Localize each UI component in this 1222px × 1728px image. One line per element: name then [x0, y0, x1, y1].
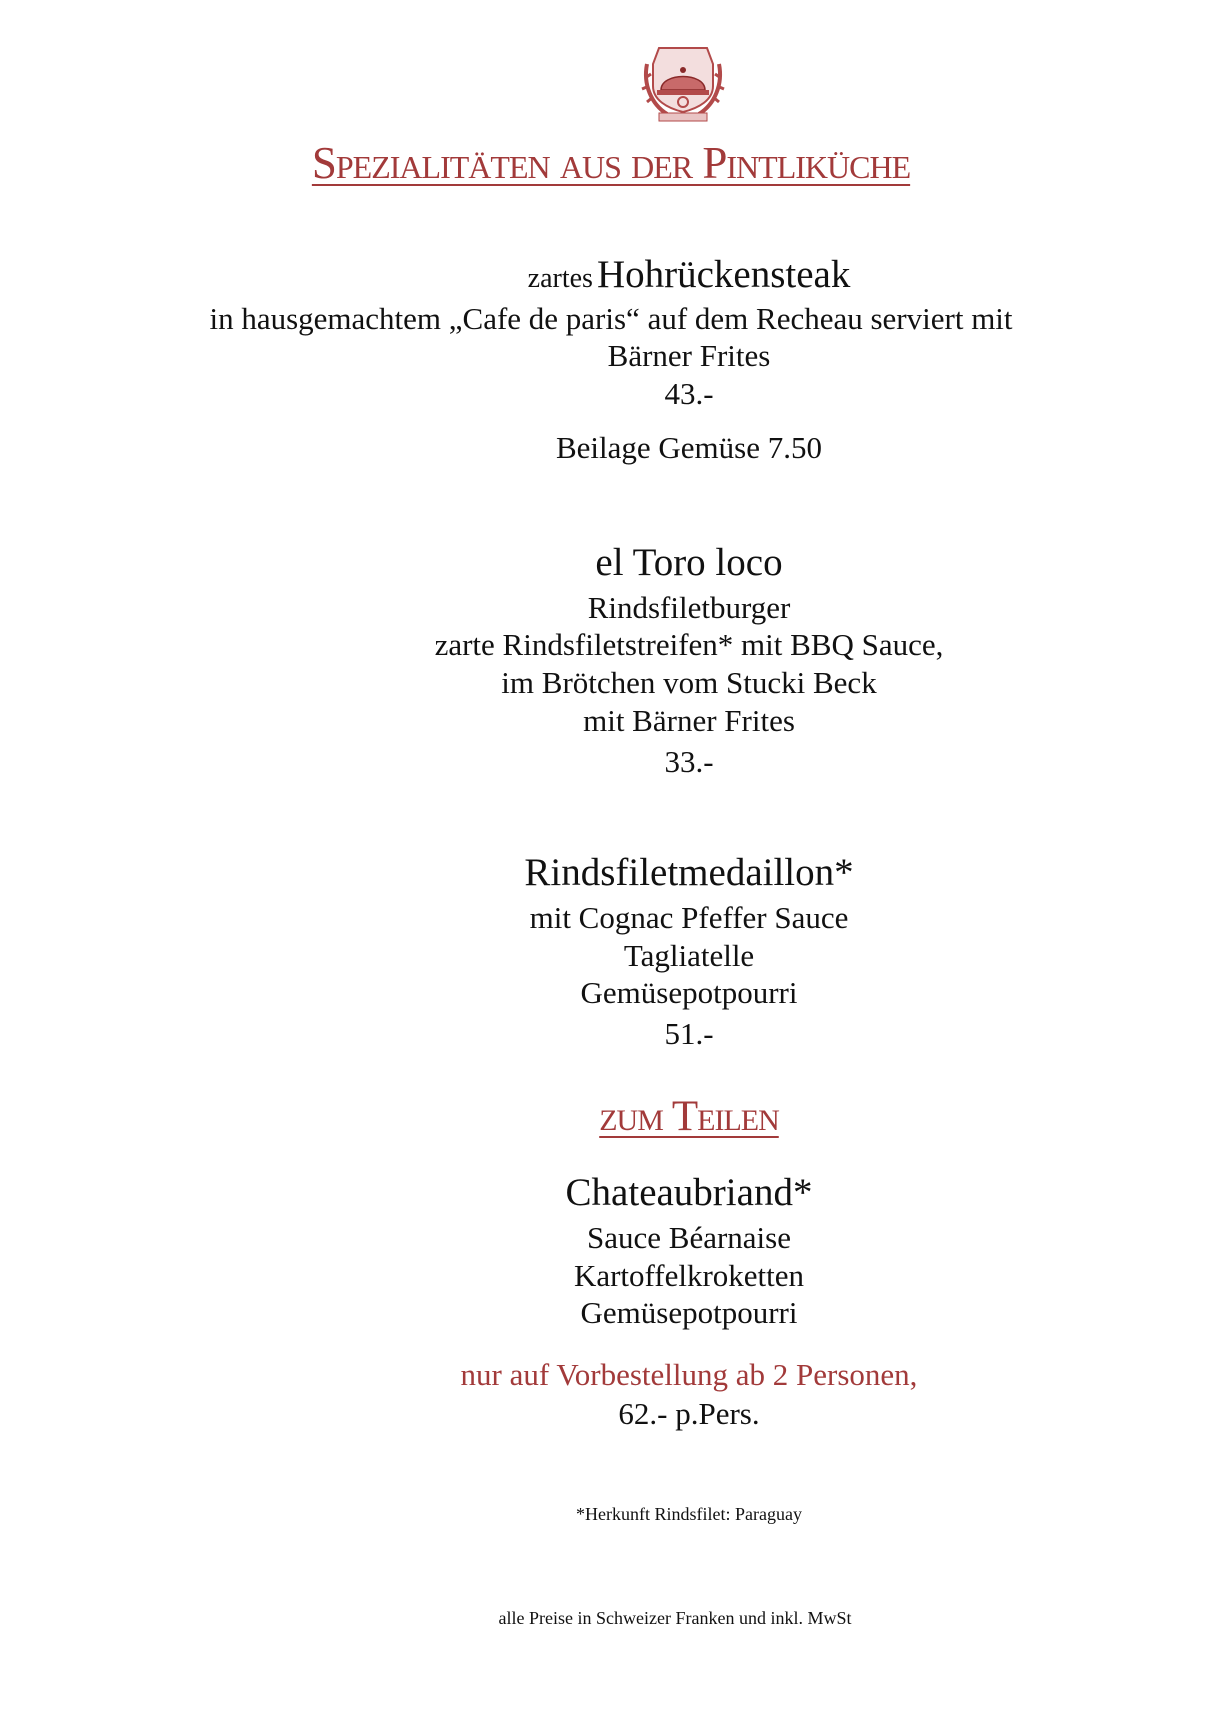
item-description: in hausgemachtem „Cafe de paris“ auf dem Recheau serviert mit: [209, 301, 1013, 336]
item-description: mit Cognac Pfeffer Sauce: [529, 900, 849, 935]
item-description: mit Bärner Frites: [583, 703, 795, 738]
item-description: Sauce Béarnaise: [587, 1220, 791, 1255]
item-name: Hohrückensteak: [596, 253, 851, 296]
item-name: el Toro loco: [595, 541, 783, 584]
item-price: 51.-: [664, 1016, 714, 1051]
item-description: Gemüsepotpourri: [580, 1295, 798, 1330]
item-prefix: zartes: [527, 263, 593, 294]
origin-footnote: *Herkunft Rindsfilet: Paraguay: [576, 1504, 802, 1524]
item-description: Gemüsepotpourri: [580, 975, 798, 1010]
price-footnote: alle Preise in Schweizer Franken und inkl. MwSt: [498, 1608, 852, 1628]
item-price: 33.-: [664, 744, 714, 779]
item-name: Chateaubriand*: [565, 1171, 813, 1214]
item-description: Bärner Frites: [607, 338, 771, 373]
preorder-note: nur auf Vorbestellung ab 2 Personen,: [460, 1357, 918, 1392]
item-name: Rindsfiletmedaillon*: [524, 851, 854, 894]
page-title: Spezialitäten aus der Pintliküche: [311, 138, 911, 188]
item-description: im Brötchen vom Stucki Beck: [501, 665, 877, 700]
item-description: zarte Rindsfiletstreifen* mit BBQ Sauce,: [434, 627, 944, 662]
item-description: Tagliatelle: [623, 938, 755, 973]
item-extra: Beilage Gemüse 7.50: [555, 430, 822, 465]
item-description: Kartoffelkroketten: [573, 1258, 805, 1293]
cloche-crest-logo: [637, 34, 729, 124]
item-title: [78, 252, 1222, 297]
item-price: 62.- p.Pers.: [618, 1396, 760, 1431]
item-price: 43.-: [664, 376, 714, 411]
section-heading-share: zum Teilen: [599, 1093, 779, 1140]
item-description: Rindsfiletburger: [587, 590, 791, 625]
